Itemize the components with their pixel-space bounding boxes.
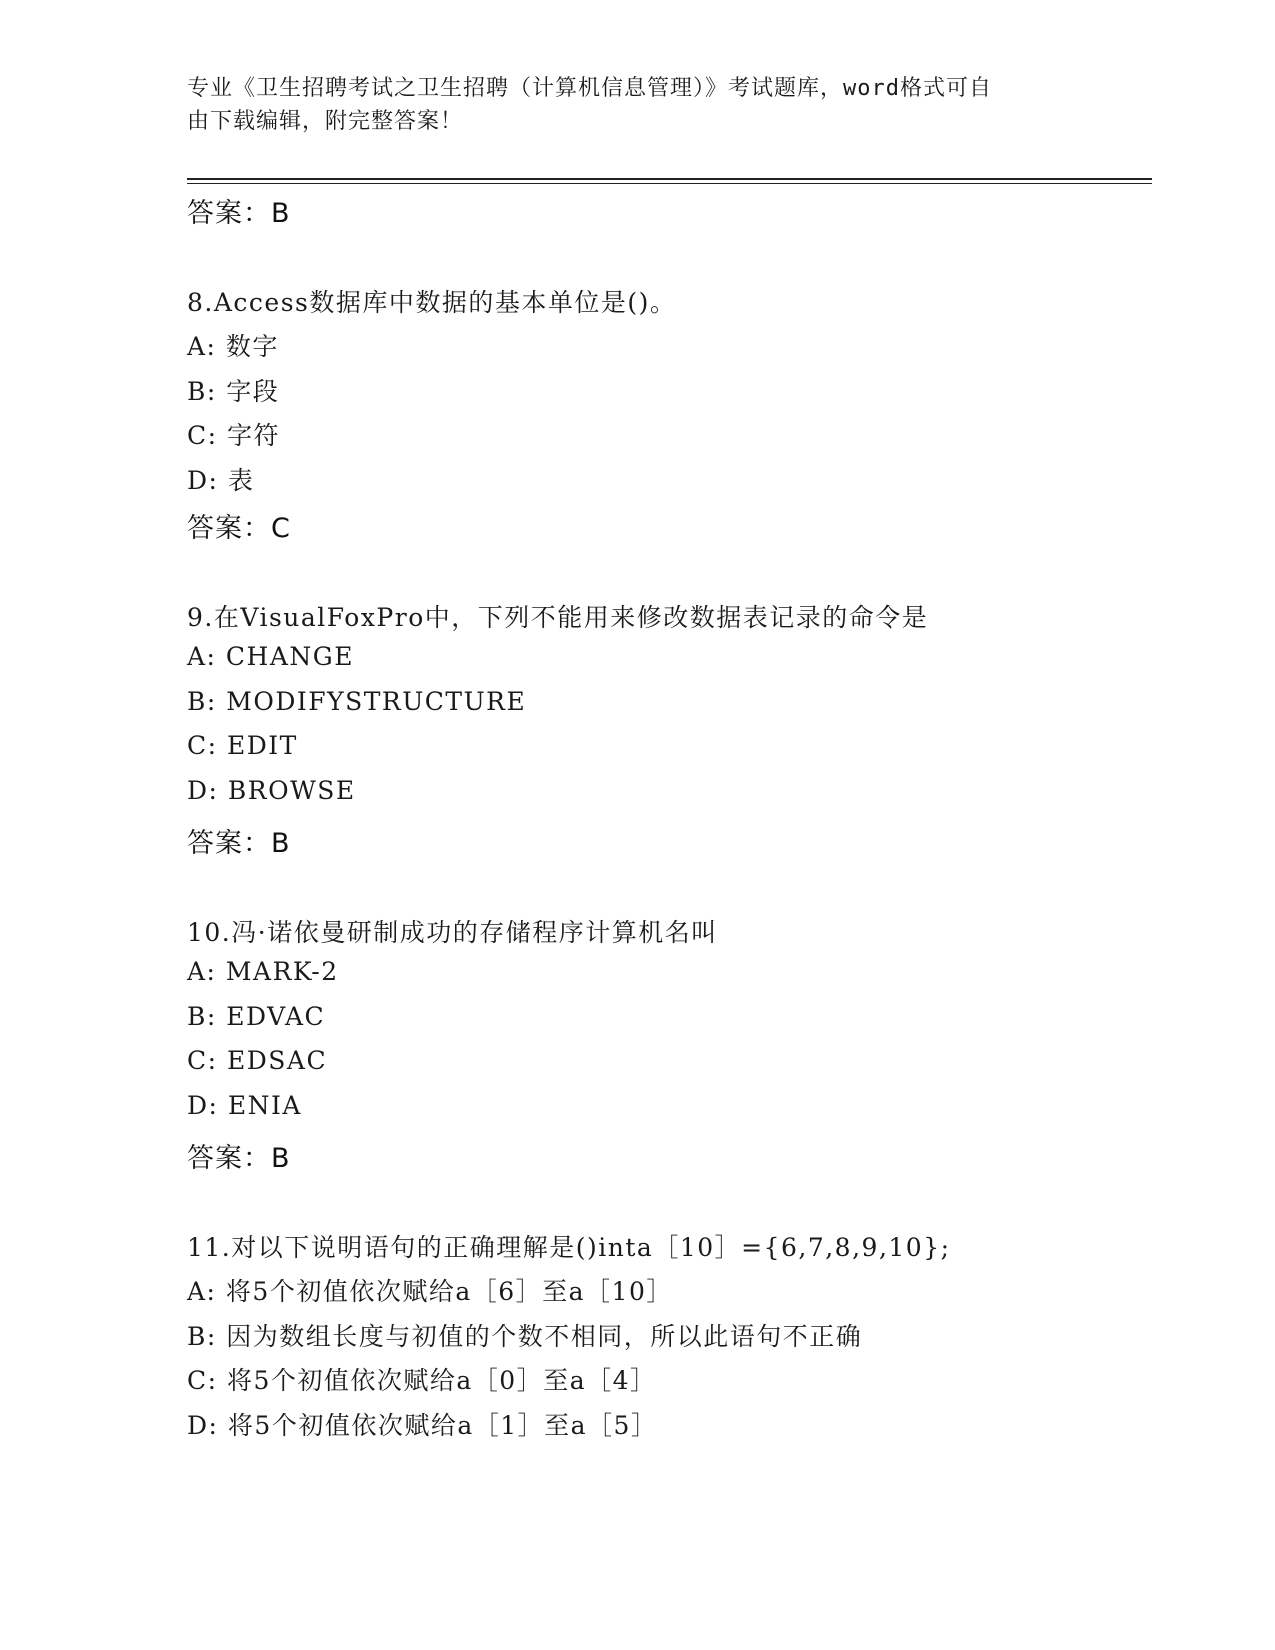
header-divider-thin bbox=[187, 183, 1152, 184]
option-d: D: ENIA bbox=[187, 1091, 302, 1120]
answer-line: 答案：C bbox=[187, 513, 291, 544]
option-a: A: CHANGE bbox=[187, 642, 355, 671]
option-b: B: 因为数组长度与初值的个数不相同，所以此语句不正确 bbox=[187, 1322, 863, 1351]
answer-line: 答案：B bbox=[187, 198, 291, 229]
option-d: D: BROWSE bbox=[187, 776, 356, 805]
option-a: A: 数字 bbox=[187, 332, 279, 361]
question-stem: 11.对以下说明语句的正确理解是()inta［10］={6,7,8,9,10}; bbox=[187, 1233, 951, 1262]
option-d: D: 表 bbox=[187, 466, 255, 495]
question-stem: 9.在VisualFoxPro中，下列不能用来修改数据表记录的命令是 bbox=[187, 603, 929, 632]
header-line-1: 专业《卫生招聘考试之卫生招聘（计算机信息管理）》考试题库，word格式可自 bbox=[187, 76, 992, 101]
answer-line: 答案：B bbox=[187, 1143, 291, 1174]
option-a: A: 将5个初值依次赋给a［6］至a［10］ bbox=[187, 1277, 673, 1306]
option-c: C: EDIT bbox=[187, 731, 298, 760]
option-a: A: MARK-2 bbox=[187, 957, 339, 986]
header-divider-thick bbox=[187, 178, 1152, 180]
option-b: B: EDVAC bbox=[187, 1002, 326, 1031]
question-stem: 10.冯·诺依曼研制成功的存储程序计算机名叫 bbox=[187, 918, 718, 947]
option-c: C: EDSAC bbox=[187, 1046, 328, 1075]
option-c: C: 将5个初值依次赋给a［0］至a［4］ bbox=[187, 1366, 657, 1395]
answer-line: 答案：B bbox=[187, 828, 291, 859]
option-c: C: 字符 bbox=[187, 421, 280, 450]
header-line-2: 由下载编辑，附完整答案！ bbox=[187, 109, 464, 134]
document-header bbox=[187, 72, 1067, 138]
option-b: B: MODIFYSTRUCTURE bbox=[187, 687, 527, 716]
question-stem: 8.Access数据库中数据的基本单位是()。 bbox=[187, 288, 677, 317]
option-d: D: 将5个初值依次赋给a［1］至a［5］ bbox=[187, 1411, 658, 1440]
option-b: B: 字段 bbox=[187, 377, 280, 406]
